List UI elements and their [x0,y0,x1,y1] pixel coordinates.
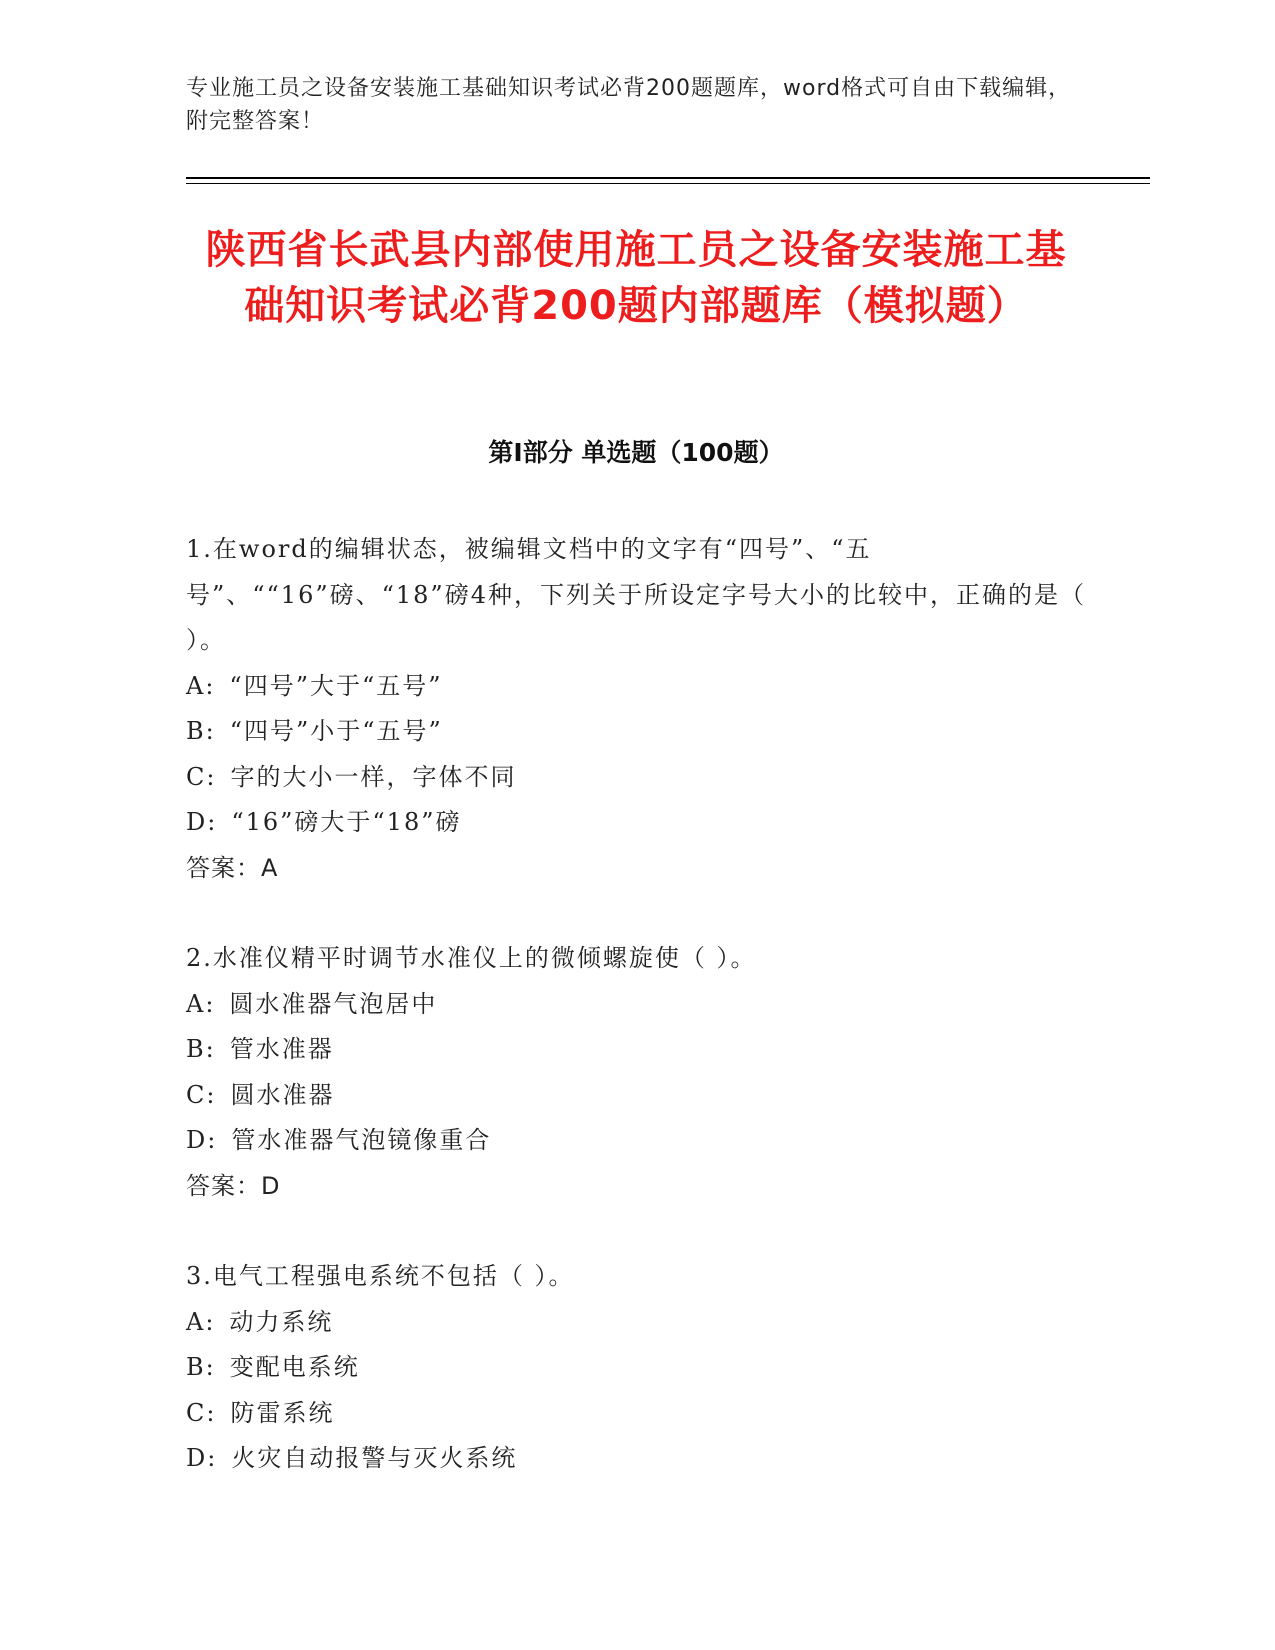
option-b [186,709,1086,755]
option-c [186,755,1086,801]
option-letter: B: [186,717,216,745]
option-letter: C: [186,762,217,791]
document-title: 陕西省长武县内部使用施工员之设备安装施工基础知识考试必背200题内部题库（模拟题） [205,227,1067,329]
option-b [186,1345,1086,1391]
option-letter: A: [186,989,216,1018]
header-divider-thick [186,177,1150,179]
option-a [186,664,1086,710]
option-text: 火灾自动报警与灭火系统 [231,1444,518,1472]
question-stem: 2.水准仪精平时调节水准仪上的微倾螺旋使（ ）。 [186,944,757,972]
header-divider-thin [186,183,1150,184]
option-letter: B: [186,1353,216,1381]
option-letter: D: [186,1444,218,1472]
option-b [186,1027,1086,1073]
option-a [186,1300,1086,1346]
option-letter: C: [186,1080,217,1109]
answer-line: 答案：A [186,853,279,882]
option-text: “四号”大于“五号” [229,671,443,700]
option-d [186,800,1086,846]
option-letter: A: [186,1307,216,1336]
question-2 [186,936,1086,1209]
question-3 [186,1254,1086,1482]
option-letter: D: [186,808,218,836]
question-stem: 1.在word的编辑状态，被编辑文档中的文字有“四号”、“五号”、““16”磅、“18”磅4种，下列关于所设定字号大小的比较中，正确的是（ ）。 [186,535,1086,654]
option-letter: D: [186,1126,218,1154]
section-heading: 第Ⅰ部分 单选题（100题） [488,438,784,467]
question-1 [186,527,1086,891]
option-letter: C: [186,1398,217,1427]
option-text: 管水准器气泡镜像重合 [231,1126,492,1154]
option-text: 管水准器 [229,1035,334,1063]
option-a [186,982,1086,1028]
option-text: 圆水准器 [230,1080,335,1109]
question-stem: 3.电气工程强电系统不包括（ ）。 [186,1262,575,1290]
option-d [186,1436,1086,1482]
option-text: “16”磅大于“18”磅 [231,808,462,836]
option-text: 字的大小一样，字体不同 [230,762,517,791]
option-text: 变配电系统 [229,1353,360,1381]
option-c [186,1073,1086,1119]
option-letter: B: [186,1035,216,1063]
question-list [186,527,1086,1527]
option-text: 圆水准器气泡居中 [229,989,438,1018]
option-text: “四号”小于“五号” [229,717,443,745]
header-note: 专业施工员之设备安装施工基础知识考试必背200题题库，word格式可自由下载编辑，附完整答案！ [186,76,1072,134]
option-letter: A: [186,671,216,700]
answer-line: 答案：D [186,1171,281,1200]
option-text: 动力系统 [229,1307,334,1336]
option-text: 防雷系统 [230,1398,335,1427]
option-d [186,1118,1086,1164]
option-c [186,1391,1086,1437]
